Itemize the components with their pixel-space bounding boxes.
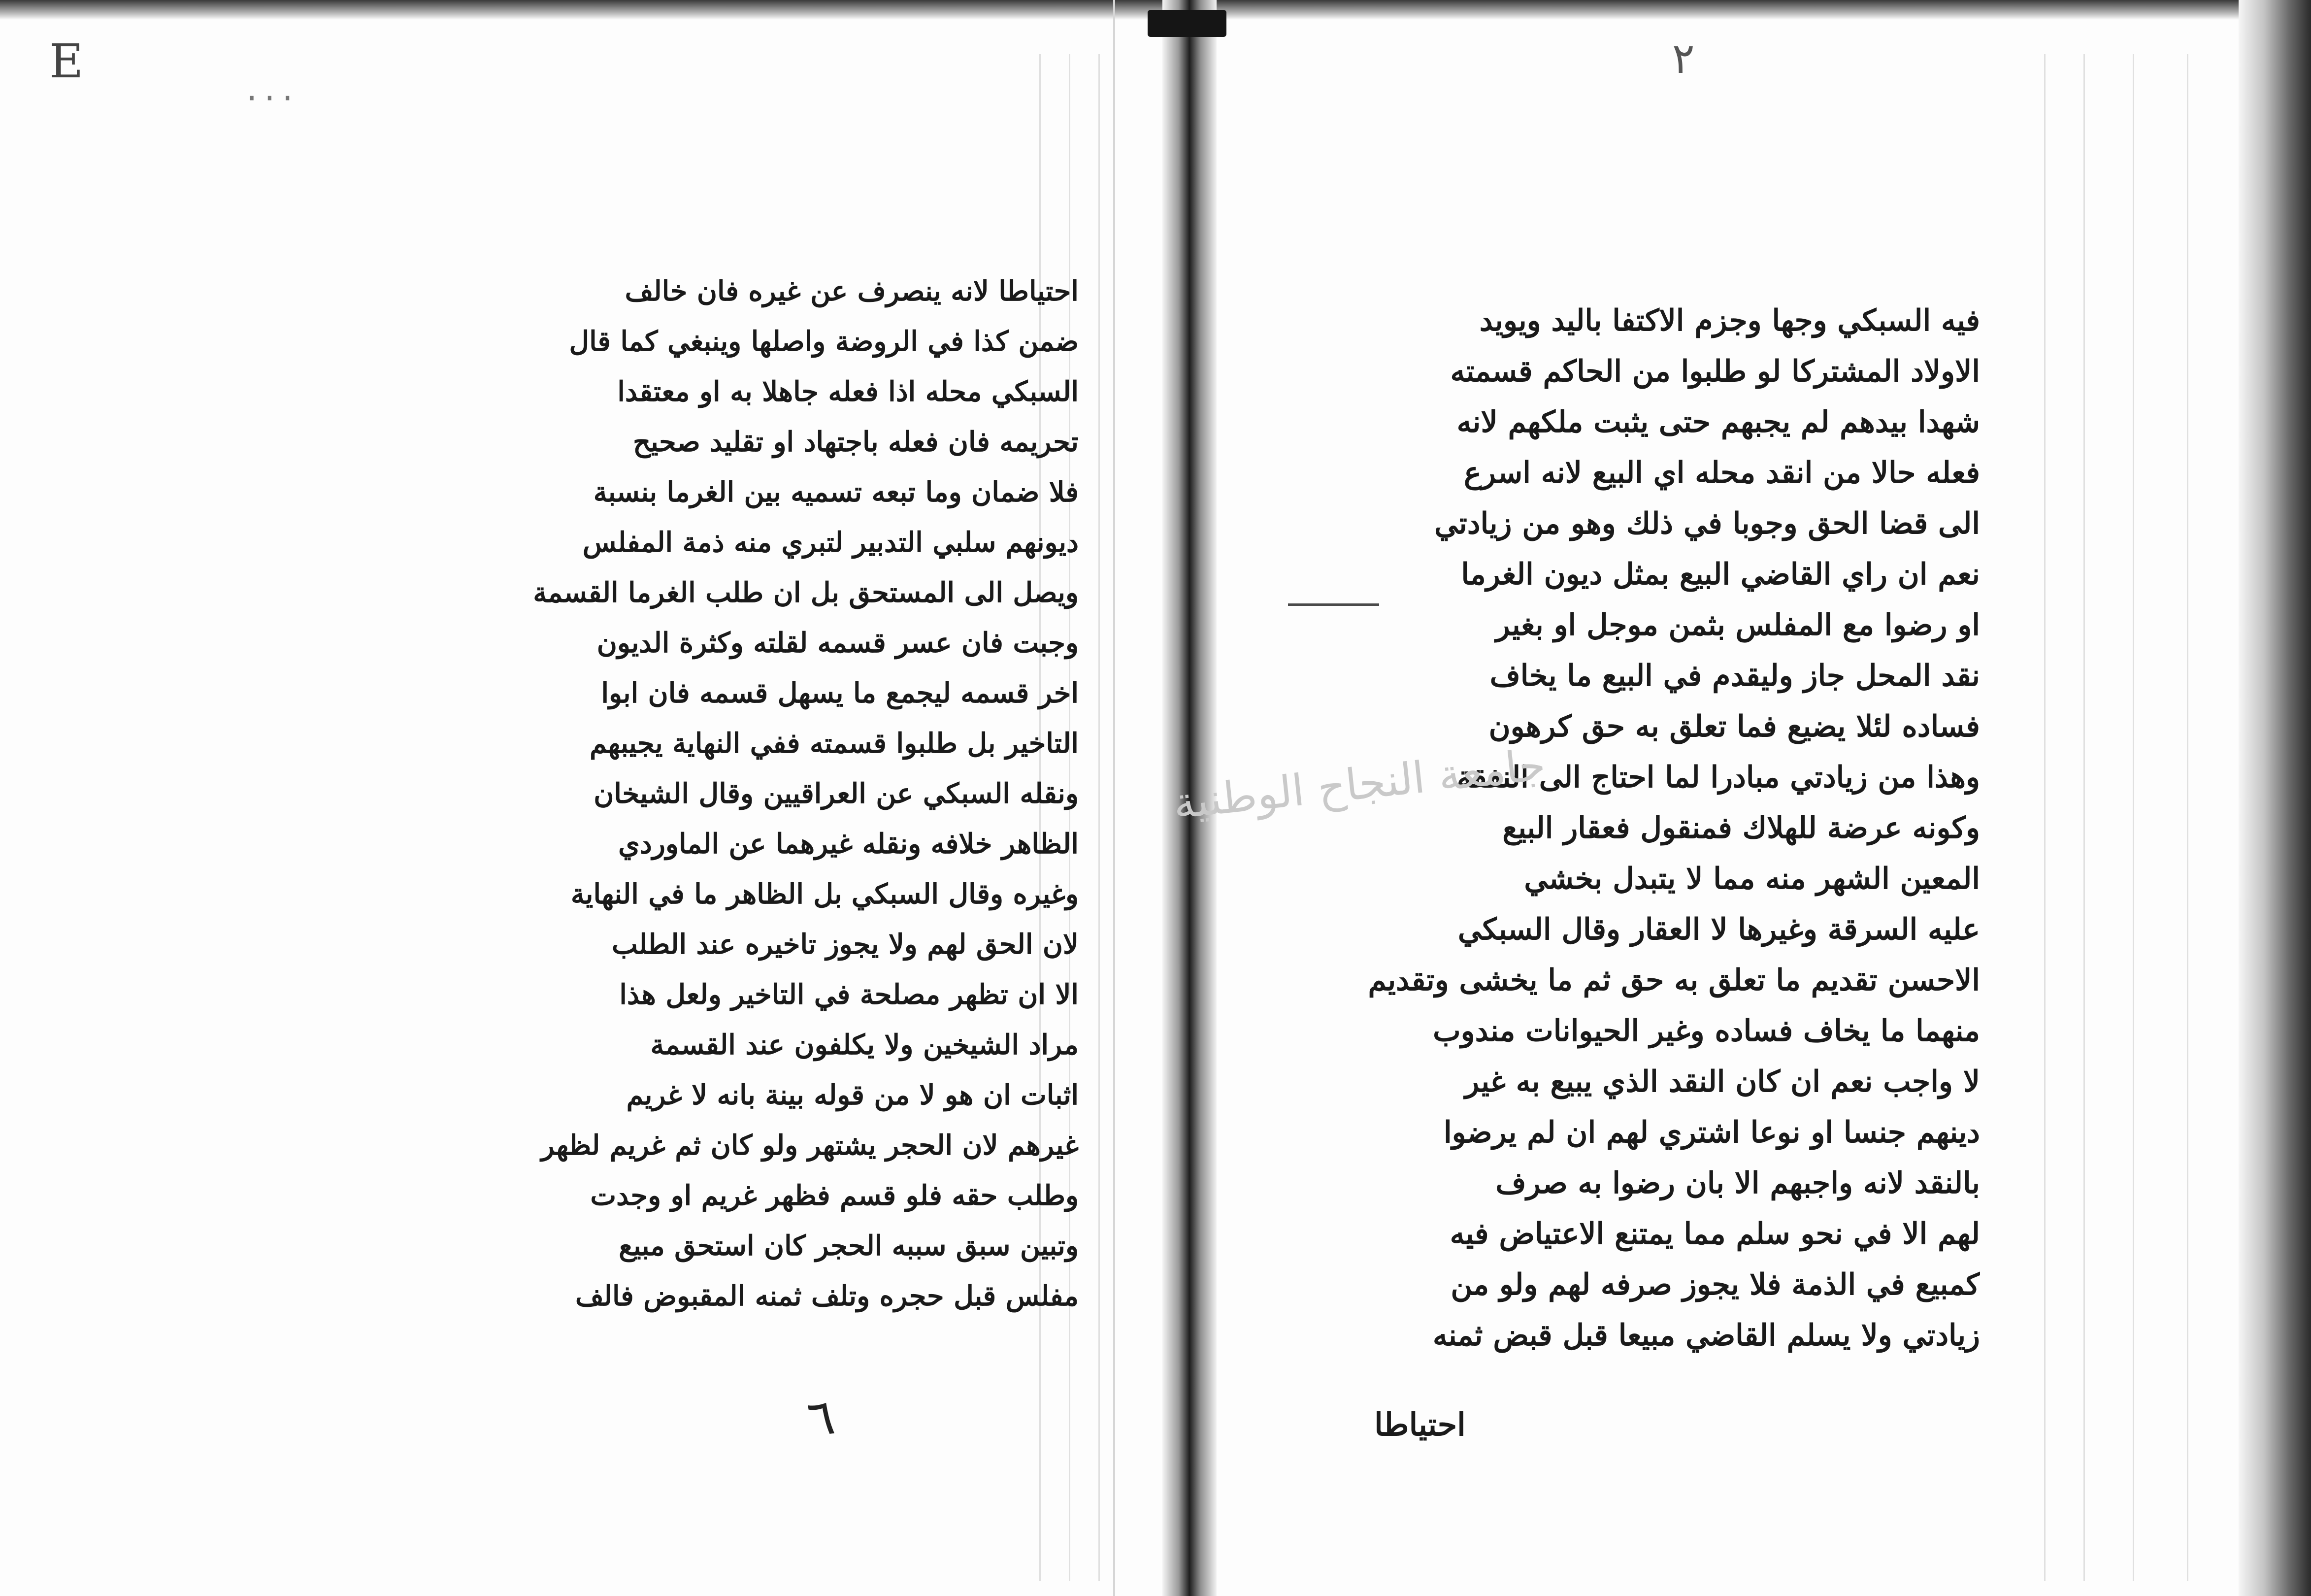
text-line: الا ان تظهر مصلحة في التاخير ولعل هذا xyxy=(619,978,1079,1011)
left-page-edge xyxy=(1113,0,1115,1596)
text-line: السبكي محله اذا فعله جاهلا به او معتقدا xyxy=(617,375,1079,408)
page-edge-line xyxy=(1098,54,1100,1581)
text-line: وهذا من زيادتي مبادرا لما احتاج الى النفقة xyxy=(1456,760,1980,795)
text-line: الى قضا الحق وجوبا في ذلك وهو من زيادتي xyxy=(1434,506,1980,541)
text-line: لهم الا في نحو سلم مما يمتنع الاعتياض فيه xyxy=(1450,1217,1980,1251)
text-line: زيادتي ولا يسلم القاضي مبيعا قبل قبض ثمنه xyxy=(1432,1318,1980,1353)
text-line: الاولاد المشتركا لو طلبوا من الحاكم قسمته xyxy=(1450,354,1980,389)
page-edge-line xyxy=(2083,54,2085,1581)
text-line: لان الحق لهم ولا يجوز تاخيره عند الطلب xyxy=(611,928,1079,961)
text-line: كمبيع في الذمة فلا يجوز صرفه لهم ولو من xyxy=(1451,1267,1980,1302)
catchword: احتياطا xyxy=(1374,1406,1466,1443)
right-scan-border xyxy=(2239,0,2311,1596)
text-line: فعله حالا من انقد محله اي البيع لانه اسرع xyxy=(1464,456,1980,490)
text-line: التاخير بل طلبوا قسمته ففي النهاية يجيبهم xyxy=(590,727,1079,760)
page-edge-line xyxy=(2187,54,2188,1581)
left-page-text xyxy=(527,266,1079,1321)
corner-mark: E xyxy=(49,34,84,89)
text-line: بالنقد لانه واجبهم الا بان رضوا به صرف xyxy=(1495,1166,1980,1200)
text-line: نعم ان راي القاضي البيع بمثل ديون الغرما xyxy=(1461,557,1980,592)
text-line: وكونه عرضة للهلاك فمنقول فعقار البيع xyxy=(1502,811,1980,845)
text-line: احتياطا لانه ينصرف عن غيره فان خالف xyxy=(625,275,1079,307)
page-edge-line xyxy=(2044,54,2046,1581)
text-line: دينهم جنسا او نوعا اشتري لهم ان لم يرضوا xyxy=(1444,1115,1980,1150)
text-line: مراد الشيخين ولا يكلفون عند القسمة xyxy=(650,1029,1079,1061)
text-line: ديونهم سلبي التدبير لتبري منه ذمة المفلس xyxy=(582,526,1079,559)
text-line: وتبين سبق سببه الحجر كان استحق مبيع xyxy=(619,1230,1079,1262)
text-line: اخر قسمه ليجمع ما يسهل قسمه فان ابوا xyxy=(601,677,1079,709)
text-line: الظاهر خلافه ونقله غيرهما عن الماوردي xyxy=(618,828,1079,860)
text-line: عليه السرقة وغيرها لا العقار وقال السبكي xyxy=(1457,912,1980,947)
text-line: فلا ضمان وما تبعه تسميه بين الغرما بنسبة xyxy=(593,476,1079,508)
margin-dots: ‧‧‧ xyxy=(246,79,300,119)
text-line: ويصل الى المستحق بل ان طلب الغرما القسمة xyxy=(533,576,1079,609)
text-line: نقد المحل جاز وليقدم في البيع ما يخاف xyxy=(1489,659,1980,693)
text-line: الاحسن تقديم ما تعلق به حق ثم ما يخشى وتقديم xyxy=(1368,963,1980,998)
text-line: وطلب حقه فلو قسم فظهر غريم او وجدت xyxy=(590,1179,1079,1212)
text-line: فساده لئلا يضيع فما تعلق به حق كرهون xyxy=(1488,709,1980,744)
text-line: شهدا بيدهم لم يجبهم حتى يثبت ملكهم لانه xyxy=(1456,405,1980,439)
text-line: فيه السبكي وجها وجزم الاكتفا باليد ويويد xyxy=(1479,303,1980,338)
text-line: تحريمه فان فعله باجتهاد او تقليد صحيح xyxy=(633,426,1079,458)
page-edge-line xyxy=(2133,54,2134,1581)
text-line: المعين الشهر منه مما لا يتبدل بخشي xyxy=(1524,862,1980,896)
text-line: منهما ما يخاف فساده وغير الحيوانات مندوب xyxy=(1433,1014,1980,1048)
text-line: اثبات ان هو لا من قوله بينة بانه لا غريم xyxy=(626,1079,1079,1111)
folio-number: ٦ xyxy=(804,1387,838,1449)
page-number: ٢ xyxy=(1672,34,1695,83)
text-line: مفلس قبل حجره وتلف ثمنه المقبوض فالف xyxy=(575,1280,1079,1312)
right-page-text xyxy=(1340,296,1980,1361)
text-line: ضمن كذا في الروضة واصلها وينبغي كما قال xyxy=(569,325,1079,358)
spine-binding xyxy=(1148,10,1226,37)
text-line: وغيره وقال السبكي بل الظاهر ما في النهاية xyxy=(570,878,1079,910)
text-line: ونقله السبكي عن العراقيين وقال الشيخان xyxy=(594,777,1079,810)
text-line: غيرهم لان الحجر يشتهر ولو كان ثم غريم لظهر xyxy=(541,1129,1079,1162)
text-line: او رضوا مع المفلس بثمن موجل او بغير xyxy=(1495,608,1980,642)
watermark: جامعة النجاح الوطنية xyxy=(1170,739,1548,829)
text-line: لا واجب نعم ان كان النقد الذي يبيع به غير xyxy=(1465,1064,1980,1099)
text-line: وجبت فان عسر قسمه لقلته وكثرة الديون xyxy=(596,627,1079,659)
